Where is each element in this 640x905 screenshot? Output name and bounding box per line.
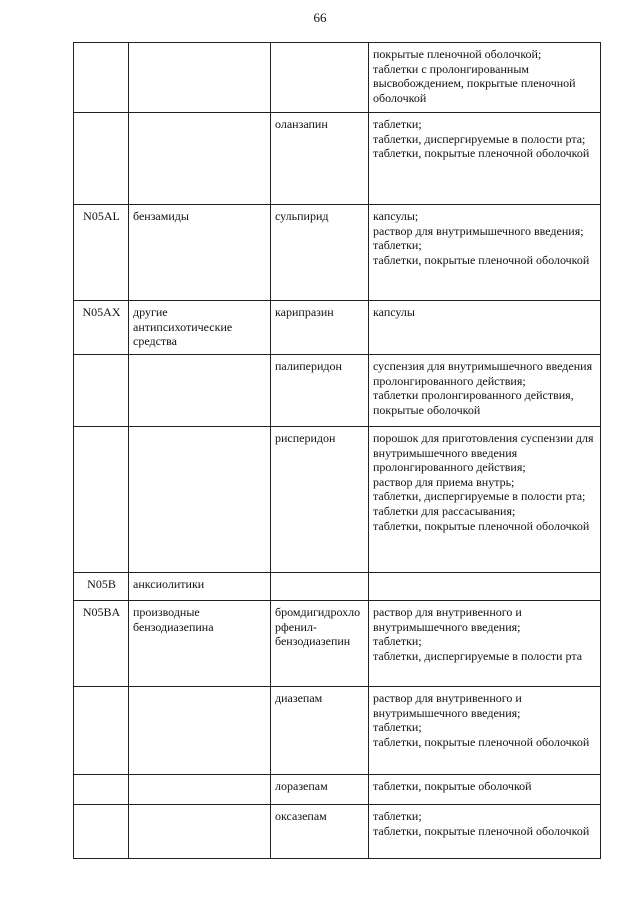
dosage-form-line: таблетки, диспергируемые в полости рта; — [373, 489, 586, 504]
dosage-form-line: таблетки, покрытые пленочной оболочкой — [373, 823, 590, 838]
dosage-form-line: капсулы — [373, 305, 415, 319]
dosage-form-line: таблетки пролонгированного действия, покрытые оболочкой — [373, 388, 574, 417]
dosage-form-line: раствор для внутримышечного введения; — [373, 223, 584, 238]
dosage-forms-cell — [369, 601, 601, 687]
dosage-form-line: таблетки, покрытые пленочной оболочкой — [373, 518, 590, 533]
dosage-form-line: раствор для внутривенного и внутримышечного введения; — [373, 691, 522, 720]
substance-cell: оксазепам — [271, 805, 369, 859]
anatomical-group-cell — [129, 113, 271, 205]
table-row — [74, 687, 601, 775]
dosage-form-line: таблетки; — [373, 238, 422, 253]
dosage-forms-cell — [369, 43, 601, 113]
page-number: 66 — [313, 10, 327, 25]
dosage-forms-cell — [369, 113, 601, 205]
table-row — [74, 113, 601, 205]
table-row — [74, 805, 601, 859]
substance-cell — [271, 43, 369, 113]
dosage-form-line: суспензия для внутримышечного введения пролонгированного действия; — [373, 359, 593, 388]
table-row — [74, 355, 601, 427]
atc-code-cell — [74, 113, 129, 205]
dosage-form-line: таблетки; — [373, 634, 422, 649]
atc-code-cell — [74, 427, 129, 573]
anatomical-group-cell — [129, 355, 271, 427]
table-row — [74, 427, 601, 573]
anatomical-group-cell: бензамиды — [129, 205, 271, 301]
anatomical-group-cell: производные бензодиазепина — [129, 601, 271, 687]
dosage-form-line: раствор для внутривенного и внутримышечного введения; — [373, 605, 522, 634]
dosage-forms-cell — [369, 687, 601, 775]
substance-cell: диазепам — [271, 687, 369, 775]
anatomical-group-cell — [129, 43, 271, 113]
atc-code-cell: N05BA — [74, 601, 129, 687]
drug-table — [73, 42, 601, 859]
atc-code-cell — [74, 687, 129, 775]
dosage-forms-cell — [369, 805, 601, 859]
dosage-forms-cell — [369, 775, 601, 805]
anatomical-group-cell: другие антипсихотические средства — [129, 301, 271, 355]
dosage-form-line: порошок для приготовления суспензии для внутримышечного введения пролонгированного действия; — [373, 431, 594, 475]
dosage-form-line: таблетки; — [373, 117, 422, 131]
table-row — [74, 43, 601, 113]
dosage-form-line: таблетки, покрытые пленочной оболочкой — [373, 146, 590, 161]
dosage-form-line: таблетки; — [373, 809, 422, 823]
dosage-form-line: таблетки, диспергируемые в полости рта — [373, 648, 583, 663]
table-body — [74, 43, 601, 859]
anatomical-group-cell — [129, 775, 271, 805]
dosage-form-line: таблетки; — [373, 720, 422, 735]
anatomical-group-cell — [129, 687, 271, 775]
atc-code-cell: N05AX — [74, 301, 129, 355]
dosage-form-line: таблетки для рассасывания; — [373, 503, 516, 518]
dosage-form-line: раствор для приема внутрь; — [373, 474, 515, 489]
dosage-forms-cell — [369, 573, 601, 601]
atc-code-cell: N05B — [74, 573, 129, 601]
dosage-form-line: таблетки, диспергируемые в полости рта; — [373, 131, 586, 146]
substance-cell: лоразепам — [271, 775, 369, 805]
dosage-form-line: таблетки, покрытые пленочной оболочкой — [373, 252, 590, 267]
table-row — [74, 601, 601, 687]
substance-cell: сульпирид — [271, 205, 369, 301]
table-row — [74, 205, 601, 301]
atc-code-cell — [74, 775, 129, 805]
substance-cell: карипразин — [271, 301, 369, 355]
anatomical-group-cell — [129, 805, 271, 859]
substance-cell: оланзапин — [271, 113, 369, 205]
atc-code-cell: N05AL — [74, 205, 129, 301]
dosage-form-line: таблетки с пролонгированным высвобождением, покрытые пленочной оболочкой — [373, 61, 576, 105]
substance-cell: рисперидон — [271, 427, 369, 573]
dosage-forms-cell — [369, 301, 601, 355]
dosage-form-line: таблетки, покрытые пленочной оболочкой — [373, 734, 590, 749]
table-row — [74, 301, 601, 355]
substance-cell — [271, 573, 369, 601]
table-row — [74, 775, 601, 805]
atc-code-cell — [74, 805, 129, 859]
dosage-forms-cell — [369, 427, 601, 573]
dosage-form-line: таблетки, покрытые оболочкой — [373, 779, 532, 793]
dosage-forms-cell — [369, 355, 601, 427]
table-row — [74, 573, 601, 601]
dosage-forms-cell — [369, 205, 601, 301]
dosage-form-line: капсулы; — [373, 209, 419, 223]
substance-cell: бромдигидрохлорфенил-бензодиазепин — [271, 601, 369, 687]
anatomical-group-cell — [129, 427, 271, 573]
dosage-form-line: покрытые пленочной оболочкой; — [373, 47, 542, 61]
atc-code-cell — [74, 355, 129, 427]
anatomical-group-cell: анксиолитики — [129, 573, 271, 601]
atc-code-cell — [74, 43, 129, 113]
substance-cell: палиперидон — [271, 355, 369, 427]
